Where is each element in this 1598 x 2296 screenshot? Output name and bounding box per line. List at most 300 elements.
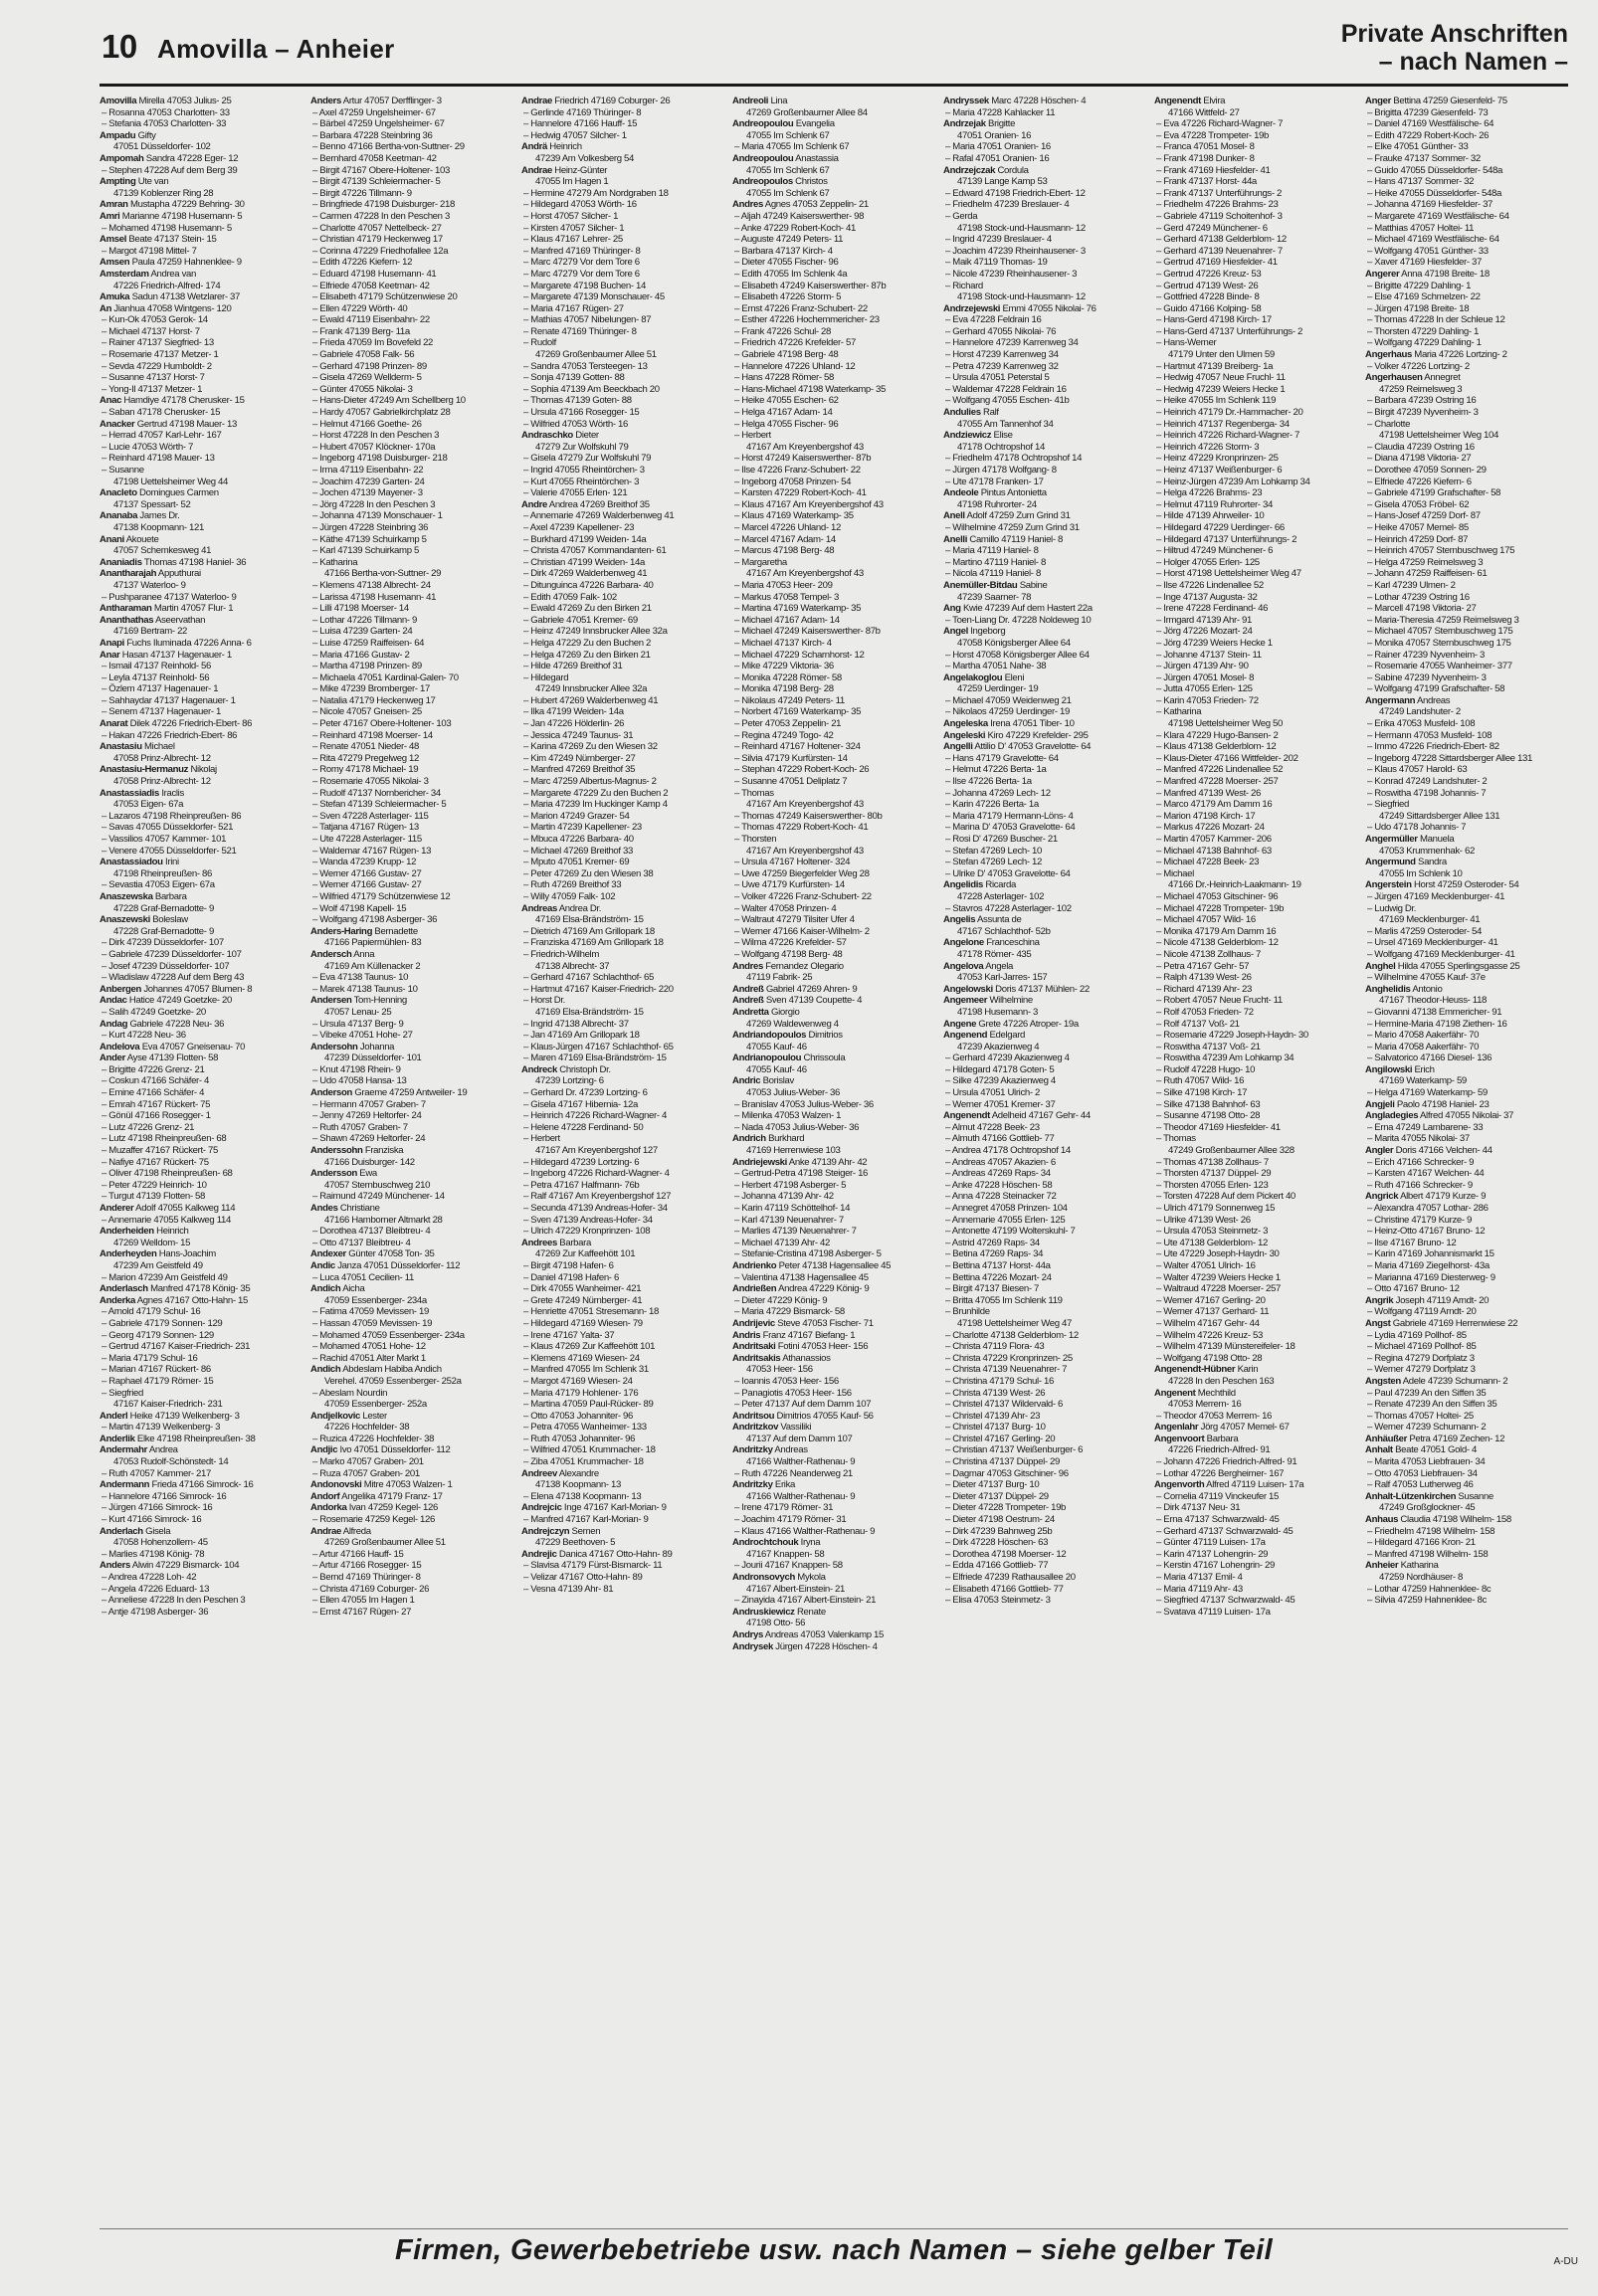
directory-entry: [521, 937, 724, 949]
entry-details: – Brunhilde: [945, 1306, 990, 1318]
entry-details: – Ruth 47269 Breithof 33: [523, 879, 622, 891]
directory-entry: [521, 1260, 724, 1272]
directory-entry: [1154, 314, 1357, 326]
directory-entry: [521, 1526, 724, 1538]
entry-surname: Angrik: [1365, 1294, 1394, 1306]
entry-details: – Annegret 47058 Prinzen- 104: [945, 1203, 1068, 1214]
directory-entry: [521, 395, 724, 407]
directory-entry: [521, 499, 724, 511]
entry-details: – Rosanna 47053 Charlotten- 33: [101, 106, 230, 118]
directory-entry: [310, 776, 513, 788]
directory-entry: [1365, 281, 1568, 292]
directory-entry: [732, 706, 935, 718]
entry-details: – Margarete 47198 Buchen- 14: [523, 280, 647, 291]
directory-entry: [100, 638, 302, 650]
entry-details: – Hildegard: [523, 671, 569, 683]
entry-surname: Anastasiu-Hermanuz: [100, 764, 189, 776]
entry-details: – Wilfried 47179 Schützenwiese 12: [312, 890, 451, 902]
directory-entry: [100, 580, 302, 592]
directory-entry: [100, 1168, 302, 1180]
directory-entry: [1154, 972, 1357, 984]
directory-entry: [1154, 1238, 1357, 1249]
entry-details: – Valentina 47138 Hagensallee 45: [734, 1271, 869, 1283]
directory-entry: [521, 961, 724, 973]
entry-details: – Monika 47179 Am Damm 16: [1156, 925, 1277, 937]
directory-entry: [100, 799, 302, 811]
entry-details: – Maria 47167 Rügen- 27: [523, 302, 624, 314]
directory-entry: [1365, 706, 1568, 718]
directory-entry: [521, 419, 724, 431]
directory-entry: [943, 419, 1146, 431]
entry-details: – Almut 47228 Beek- 23: [945, 1121, 1040, 1133]
entry-details: – Jürgen 47178 Wolfgang- 8: [945, 465, 1057, 476]
directory-entry: [1154, 419, 1357, 431]
entry-surname: Anderson: [310, 1087, 352, 1099]
entry-details: – Wladislaw 47228 Auf dem Berg 43: [101, 972, 245, 984]
directory-entry: [1154, 1318, 1357, 1330]
directory-entry: [1154, 1042, 1357, 1053]
directory-entry: [100, 223, 302, 235]
directory-entry: [1365, 764, 1568, 776]
directory-entry: [521, 361, 724, 373]
directory-entry: [310, 695, 513, 707]
directory-entry: [1154, 1376, 1357, 1388]
directory-entry: [521, 1272, 724, 1284]
directory-entry: [1154, 1180, 1357, 1192]
entry-details: – Gertrud 47226 Kreuz- 53: [1156, 268, 1262, 280]
directory-entry: [732, 1353, 935, 1365]
entry-details: – Hildegard 47053 Wörth- 16: [523, 199, 637, 211]
entry-details: – Birgit 47226 Tillmann- 9: [312, 187, 412, 199]
directory-entry: [1365, 776, 1568, 788]
directory-entry: [521, 615, 724, 627]
entry-details: – Michael 47169 Pollhof- 85: [1367, 1341, 1477, 1353]
directory-entry: [521, 372, 724, 384]
directory-entry: [310, 477, 513, 488]
directory-entry: [310, 972, 513, 984]
entry-details: – Ralf 47053 Lutherweg 46: [1367, 1479, 1474, 1491]
entry-details: – Stephan 47229 Robert-Koch- 26: [734, 764, 870, 776]
directory-entry: [732, 1260, 935, 1272]
entry-details: Janza 47051 Düsseldorfer- 112: [337, 1259, 461, 1271]
entry-details: – Heinrich 47057 Sternbuschweg 175: [1367, 545, 1515, 557]
entry-details: – Stephen 47228 Auf dem Berg 39: [101, 164, 238, 176]
directory-entry: [732, 118, 935, 130]
directory-entry: [1154, 430, 1357, 442]
directory-entry: [1365, 1007, 1568, 1019]
entry-details: – Waldemar 47167 Rügen- 13: [312, 845, 432, 857]
directory-entry: [732, 107, 935, 119]
entry-details: – Marlis 47259 Osteroder- 54: [1367, 925, 1482, 937]
entry-details: – Margaretha: [734, 556, 787, 568]
entry-details: 47229 Beethoven- 5: [535, 1537, 616, 1549]
entry-surname: Andreopoulou: [732, 118, 794, 130]
entry-details: – Monika 47057 Sternbuschweg 175: [1367, 637, 1511, 649]
entry-details: – Maria 47179 Schul- 16: [101, 1352, 198, 1364]
directory-entry: [943, 141, 1146, 153]
directory-entry: [310, 1595, 513, 1607]
directory-entry: [310, 1607, 513, 1619]
entry-details: – Josef 47239 Düsseldorfer- 107: [101, 960, 230, 972]
entry-details: – Walter 47239 Weiers Hecke 1: [1156, 1271, 1281, 1283]
entry-details: – Petra 47167 Halfmann- 76b: [523, 1179, 640, 1191]
directory-entry: [310, 1248, 513, 1260]
directory-entry: [732, 188, 935, 200]
entry-details: 47269 Großenbaumer Allee 51: [324, 1537, 446, 1549]
directory-entry: [943, 1238, 1146, 1249]
directory-entry: [310, 1145, 513, 1157]
entry-details: Gabriele 47169 Herrenwiese 22: [1392, 1317, 1518, 1329]
directory-entry: [1154, 926, 1357, 938]
entry-details: Steve 47053 Fischer- 71: [777, 1317, 874, 1329]
directory-entry: [521, 477, 724, 488]
entry-details: – Annemarie 47055 Kalkweg 114: [101, 1214, 231, 1226]
directory-entry: [732, 926, 935, 938]
entry-details: – Inge 47137 Augusta- 32: [1156, 591, 1258, 603]
directory-entry: [1154, 442, 1357, 454]
entry-details: – Birgit 47137 Biesen- 7: [945, 1283, 1039, 1295]
entry-details: Elvira: [1203, 96, 1226, 106]
directory-entry: [521, 1353, 724, 1365]
directory-entry: [521, 176, 724, 188]
entry-surname: Anders: [310, 96, 341, 106]
entry-details: – Hildegard 47239 Lortzing- 6: [523, 1156, 640, 1168]
entry-details: – Kirsten 47057 Silcher- 1: [523, 222, 625, 234]
entry-surname: Andrijevic: [732, 1317, 775, 1329]
entry-details: – Jan 47169 Am Grillopark 18: [523, 1030, 640, 1042]
entry-details: – Marian 47167 Rückert- 86: [101, 1364, 211, 1376]
directory-entry: [732, 361, 935, 373]
entry-details: – Gottfried 47228 Binde- 8: [1156, 291, 1260, 303]
directory-entry: [1365, 846, 1568, 858]
entry-details: – Grete 47249 Nürnberger- 41: [523, 1294, 643, 1306]
entry-details: 47239 Am Geistfeld 49: [113, 1259, 203, 1271]
entry-details: – Theodor 47169 Hiesfelder- 41: [1156, 1121, 1281, 1133]
directory-entry: [943, 395, 1146, 407]
entry-surname: Ananiadis: [100, 556, 142, 568]
entry-details: – Leyla 47137 Reinhold- 56: [101, 671, 210, 683]
entry-details: – Gabriele 47198 Berg- 48: [734, 349, 839, 361]
directory-entry: [1365, 741, 1568, 753]
entry-details: Anastassia: [795, 152, 839, 164]
directory-entry: [1154, 661, 1357, 672]
entry-surname: Amsen: [100, 257, 130, 269]
directory-entry: [100, 1248, 302, 1260]
directory-entry: [1365, 891, 1568, 903]
entry-details: Manuela: [1420, 834, 1455, 845]
directory-entry: [310, 557, 513, 569]
directory-entry: [310, 1491, 513, 1503]
entry-details: 47198 Uettelsheimer Weg 50: [1168, 718, 1283, 730]
directory-entry: [310, 499, 513, 511]
directory-entry: [1154, 1030, 1357, 1042]
directory-entry: [1154, 246, 1357, 258]
directory-entry: [732, 176, 935, 188]
directory-entry: [310, 510, 513, 522]
directory-entry: [732, 1203, 935, 1215]
directory-entry: [100, 430, 302, 442]
entry-details: – Heinrich 47226 Richard-Wagner- 4: [523, 1110, 667, 1122]
entry-details: 47198 Stock-und-Hausmann- 12: [957, 291, 1086, 303]
directory-entry: [310, 1295, 513, 1307]
directory-entry: [732, 1549, 935, 1561]
entry-details: Petra 47169 Zechen- 12: [1409, 1433, 1505, 1444]
entry-details: Frieda 47166 Simrock- 16: [151, 1479, 254, 1491]
page-title: [1341, 20, 1568, 76]
directory-entry: [1365, 834, 1568, 846]
entry-details: – Antje 47198 Asberger- 36: [101, 1606, 209, 1618]
directory-entry: [732, 683, 935, 695]
entry-details: – Lothar 47226 Bergheimer- 167: [1156, 1467, 1285, 1479]
entry-details: – Sevda 47229 Humboldt- 2: [101, 360, 212, 372]
directory-entry: [310, 834, 513, 846]
entry-details: – Brigitta 47239 Giesenfeld- 73: [1367, 106, 1489, 118]
entry-details: – Martha 47051 Nahe- 38: [945, 661, 1047, 672]
entry-details: – Burkhard 47199 Weiden- 14a: [523, 533, 647, 545]
entry-details: – Christel 47139 Ahr- 23: [945, 1410, 1041, 1422]
entry-details: – Christel 47167 Gerling- 20: [945, 1433, 1056, 1444]
directory-entry: [1154, 879, 1357, 891]
directory-entry: [1154, 545, 1357, 557]
directory-entry: [1154, 1537, 1357, 1549]
entry-details: – Gerhard 47139 Neuenahrer- 7: [1156, 245, 1283, 257]
directory-entry: [310, 799, 513, 811]
entry-details: Adolf 47055 Kalkweg 114: [135, 1203, 236, 1214]
directory-entry: [1154, 96, 1357, 107]
directory-entry: [310, 683, 513, 695]
entry-details: – Christa 47139 Neuenahrer- 7: [945, 1364, 1068, 1376]
entry-details: – Coskun 47166 Schäfer- 4: [101, 1075, 210, 1087]
entry-details: 47138 Albrecht- 37: [535, 960, 610, 972]
entry-surname: Anastassiadou: [100, 857, 163, 868]
directory-entry: [943, 1180, 1146, 1192]
entry-surname: Andorf: [310, 1490, 340, 1502]
directory-entry: [943, 257, 1146, 269]
directory-entry: [1154, 857, 1357, 868]
directory-entry: [1154, 1502, 1357, 1514]
directory-entry: [943, 453, 1146, 465]
entry-details: – Dirk 47137 Neu- 31: [1156, 1502, 1241, 1514]
directory-entry: [943, 1537, 1146, 1549]
entry-details: 47228 In den Peschen 163: [1168, 1375, 1275, 1387]
entry-details: – Ilka 47199 Weiden- 14a: [523, 706, 624, 718]
directory-entry: [521, 1238, 724, 1249]
directory-entry: [1365, 1110, 1568, 1122]
directory-entry: [1365, 1560, 1568, 1572]
entry-details: – Frank 47198 Dunker- 8: [1156, 152, 1255, 164]
entry-details: – Ralph 47139 West- 26: [1156, 972, 1252, 984]
directory-entry: [732, 603, 935, 615]
entry-details: – Lutz 47198 Rheinpreußen- 68: [101, 1133, 227, 1145]
directory-entry: [943, 407, 1146, 419]
entry-surname: Andes: [310, 1203, 338, 1214]
directory-entry: [943, 1122, 1146, 1134]
directory-entry: [1154, 1110, 1357, 1122]
entry-details: – Siegfried 47137 Schwarzwald- 45: [1156, 1595, 1296, 1607]
entry-details: – Wolfgang 47229 Dahling- 1: [1367, 337, 1482, 349]
directory-entry: [521, 1295, 724, 1307]
entry-details: – Yong-Il 47137 Metzer- 1: [101, 383, 203, 395]
entry-surname: Ampomah: [100, 152, 144, 164]
entry-details: – Hartmut 47139 Breiberg- 1a: [1156, 360, 1274, 372]
entry-details: – Ilse 47226 Berta- 1a: [945, 776, 1032, 788]
entry-details: – Otto 47167 Bruno- 12: [1367, 1283, 1460, 1295]
directory-entry: [1154, 706, 1357, 718]
directory-entry: [1154, 1330, 1357, 1342]
directory-entry: [521, 188, 724, 200]
entry-details: – Jörg 47239 Weiers Hecke 1: [1156, 637, 1273, 649]
directory-entry: [521, 534, 724, 546]
entry-details: – Emrah 47167 Rückert- 75: [101, 1098, 211, 1110]
entry-details: – Klemens 47169 Wiesen- 24: [523, 1352, 640, 1364]
entry-details: 47053 Rudolf-Schönstedt- 14: [113, 1456, 229, 1468]
entry-surname: Andag: [100, 1018, 128, 1030]
directory-entry: [1365, 96, 1568, 107]
entry-details: – Nikolaos 47259 Uerdinger- 19: [945, 706, 1070, 718]
directory-entry: [310, 638, 513, 650]
entry-surname: Angermüller: [1365, 834, 1418, 845]
entry-details: – Renate 47169 Thüringer- 8: [523, 325, 637, 337]
entry-surname: Anderl: [100, 1410, 128, 1422]
directory-entry: [943, 1479, 1146, 1491]
directory-entry: [100, 846, 302, 858]
directory-entry: [310, 1479, 513, 1491]
entry-details: 47169 Mecklenburger- 41: [1379, 914, 1481, 926]
directory-entry: [521, 384, 724, 396]
directory-entry: [732, 1157, 935, 1169]
entry-details: – Hartmut 47167 Kaiser-Friedrich- 220: [523, 983, 674, 995]
directory-entry: [1365, 1248, 1568, 1260]
entry-details: – Rainer 47137 Siegfried- 13: [101, 337, 214, 349]
directory-entry: [310, 903, 513, 915]
entry-details: – Gabriele 47119 Schoitenhof- 3: [1156, 210, 1283, 222]
directory-entry: [943, 1007, 1146, 1019]
directory-entry: [310, 580, 513, 592]
entry-surname: Andrejcic: [521, 1502, 562, 1514]
entry-surname: Antharaman: [100, 603, 152, 615]
entry-details: – Heike 47055 Düsseldorfer- 548a: [1367, 187, 1501, 199]
entry-details: – Maria 47179 Hermann-Löns- 4: [945, 810, 1074, 822]
entry-details: – Gisela 47279 Zur Wolfskuhl 79: [523, 453, 652, 465]
directory-entry: [521, 764, 724, 776]
directory-entry: [1365, 1064, 1568, 1076]
entry-details: – Reinhard 47198 Moerser- 14: [312, 729, 433, 741]
directory-entry: [1365, 1087, 1568, 1099]
entry-surname: Andrae: [310, 1525, 341, 1537]
directory-entry: [521, 903, 724, 915]
directory-entry: [1365, 395, 1568, 407]
entry-details: Graeme 47259 Antweiler- 19: [354, 1087, 468, 1099]
entry-details: Emmi 47055 Nikolai- 76: [1002, 302, 1097, 314]
directory-entry: [310, 1122, 513, 1134]
directory-entry: [1154, 1491, 1357, 1503]
entry-details: – Jutta 47055 Erlen- 125: [1156, 683, 1253, 695]
entry-details: – Wilhelm 47167 Gehr- 44: [1156, 1317, 1260, 1329]
directory-entry: [943, 914, 1146, 926]
directory-entry: [1154, 1122, 1357, 1134]
directory-entry: [732, 1295, 935, 1307]
entry-details: – Klaus 47166 Walther-Rathenau- 9: [734, 1525, 876, 1537]
entry-details: 47228 Graf-Bernadotte- 9: [113, 925, 214, 937]
directory-entry: [732, 1099, 935, 1111]
entry-details: – Christa 47169 Coburger- 26: [312, 1583, 430, 1595]
directory-entry: [310, 1330, 513, 1342]
entry-details: – Hermann 47053 Musfeld- 108: [1367, 729, 1493, 741]
entry-details: – Thomas 47138 Zollhaus- 7: [1156, 1156, 1269, 1168]
directory-entry: [310, 165, 513, 177]
entry-details: Mustapha 47229 Behring- 30: [129, 199, 245, 211]
directory-entry: [521, 580, 724, 592]
entry-details: – Abeslam Nourdin: [312, 1387, 388, 1399]
directory-entry: [100, 1607, 302, 1619]
directory-entry: [1365, 223, 1568, 235]
entry-details: – Joachim 47239 Garten- 24: [312, 476, 425, 487]
entry-details: – Hannelore 47166 Hauff- 15: [523, 118, 638, 130]
entry-details: 47228 Graf-Bernadotte- 9: [113, 902, 214, 914]
entry-details: Mechthild: [1197, 1387, 1236, 1399]
entry-details: – Werner 47051 Kremer- 37: [945, 1098, 1056, 1110]
directory-entry: [1154, 1584, 1357, 1596]
directory-entry: [943, 1248, 1146, 1260]
entry-details: – Rosi D' 47269 Buscher- 21: [945, 834, 1058, 845]
directory-entry: [732, 1491, 935, 1503]
entry-details: – Hermine-Maria 47198 Ziethen- 16: [1367, 1018, 1507, 1030]
entry-details: 47226 Hochfelder- 38: [324, 1422, 410, 1434]
directory-entry: [310, 1052, 513, 1064]
entry-details: – Ingrid 47055 Rheintörchen- 3: [523, 465, 645, 476]
entry-details: 47167 Kaiser-Friedrich- 231: [113, 1399, 223, 1411]
entry-details: – Silke 47239 Akazienweg 4: [945, 1075, 1056, 1087]
entry-details: – Hans 47137 Sommer- 32: [1367, 176, 1475, 188]
entry-details: – Rachid 47051 Alter Markt 1: [312, 1352, 426, 1364]
directory-entry: [310, 188, 513, 200]
directory-entry: [943, 903, 1146, 915]
directory-entry: [521, 545, 724, 557]
entry-surname: Angerstein: [1365, 879, 1412, 891]
directory-entry: [100, 879, 302, 891]
directory-entry: [732, 857, 935, 868]
directory-entry: [943, 811, 1146, 823]
entry-details: – Artur 47166 Hauff- 15: [312, 1548, 404, 1560]
directory-entry: [100, 234, 302, 246]
entry-details: – Udo 47178 Johannis- 7: [1367, 822, 1467, 834]
directory-entry: [310, 1215, 513, 1227]
entry-details: – Hildegard 47137 Unterführungs- 2: [1156, 533, 1298, 545]
directory-entry: [310, 1341, 513, 1353]
entry-details: 47249 Großglockner- 45: [1379, 1502, 1476, 1514]
directory-entry: [100, 764, 302, 776]
page-title-line1: Private Anschriften: [1340, 20, 1568, 48]
entry-details: – Karin 47137 Lohengrin- 29: [1156, 1548, 1269, 1560]
directory-entry: [943, 661, 1146, 672]
directory-entry: [521, 1191, 724, 1203]
directory-entry: [521, 1456, 724, 1468]
directory-entry: [943, 176, 1146, 188]
entry-details: – Slavisa 47179 Fürst-Bismarck- 11: [523, 1560, 663, 1572]
entry-details: – Luise 47259 Raiffeisen- 64: [312, 637, 425, 649]
entry-details: – Bernhard 47058 Keetman- 42: [312, 152, 437, 164]
entry-details: Alfreda: [342, 1525, 371, 1537]
directory-entry: [732, 1064, 935, 1076]
entry-details: 47057 Lenau- 25: [324, 1006, 392, 1018]
directory-entry: [1365, 995, 1568, 1007]
entry-details: – Kun-Ok 47053 Gerok- 14: [101, 314, 208, 326]
entry-details: – Ralf 47167 Am Kreyenbergshof 127: [523, 1191, 672, 1203]
directory-entry: [943, 234, 1146, 246]
entry-details: – Ulrike 47139 West- 26: [1156, 1214, 1251, 1226]
entry-details: – Charlotte 47138 Gelderblom- 12: [945, 1329, 1079, 1341]
directory-entry: [521, 1422, 724, 1434]
